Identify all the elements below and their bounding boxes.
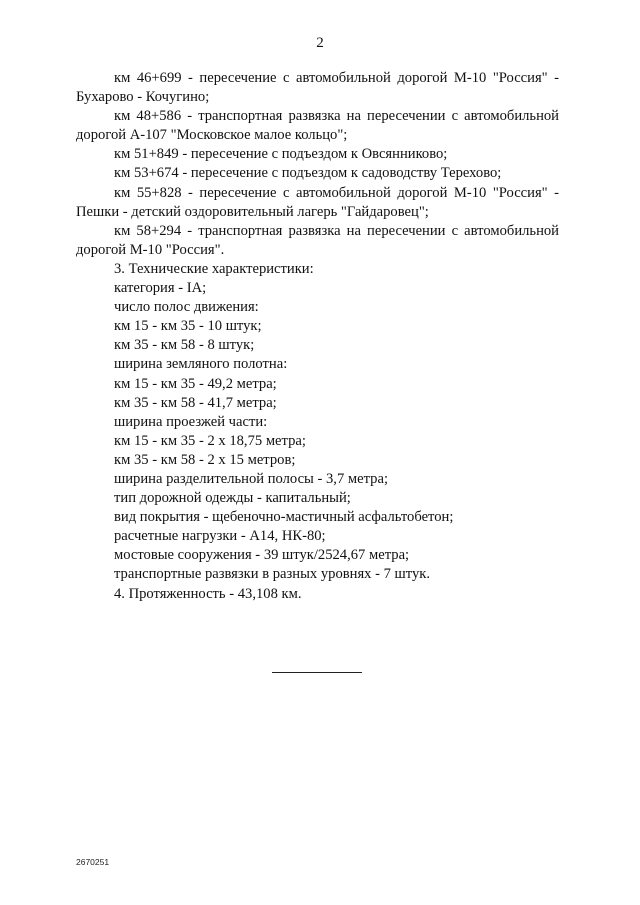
spec-carriageway-heading: ширина проезжей части: bbox=[114, 413, 268, 430]
paragraph-km-51: км 51+849 - пересечение с подъездом к Овсянниково; bbox=[114, 146, 448, 163]
document-code: 2670251 bbox=[76, 857, 110, 867]
document-body bbox=[76, 69, 559, 604]
spec-bridges: мостовые сооружения - 39 штук/2524,67 метра; bbox=[114, 547, 410, 564]
spec-lanes-15-35: км 15 - км 35 - 10 штук; bbox=[114, 318, 262, 335]
spec-median-width: ширина разделительной полосы - 3,7 метра; bbox=[114, 470, 389, 487]
paragraph-km-46: км 46+699 - пересечение с автомобильной дорогой М-10 "Россия" - Бухарово - Кочугино; bbox=[76, 70, 559, 106]
spec-surface-type: вид покрытия - щебеночно-мастичный асфальтобетон; bbox=[114, 509, 454, 526]
section-heading-technical: 3. Технические характеристики: bbox=[114, 260, 314, 277]
paragraph-km-48: км 48+586 - транспортная развязка на пересечении с автомобильной дорогой А-107 "Московское малое кольцо"; bbox=[76, 108, 559, 144]
end-divider-line bbox=[272, 672, 362, 673]
spec-lanes-35-58: км 35 - км 58 - 8 штук; bbox=[114, 337, 255, 354]
paragraph-km-53: км 53+674 - пересечение с подъездом к садоводству Терехово; bbox=[114, 165, 502, 182]
spec-design-loads: расчетные нагрузки - А14, НК-80; bbox=[114, 528, 326, 545]
section-length: 4. Протяженность - 43,108 км. bbox=[114, 585, 302, 602]
spec-lanes-heading: число полос движения: bbox=[114, 299, 259, 316]
paragraph-km-55: км 55+828 - пересечение с автомобильной дорогой М-10 "Россия" - Пешки - детский оздоровительный лагерь "Гайдаровец"; bbox=[76, 184, 559, 220]
spec-carriageway-15-35: км 15 - км 35 - 2 х 18,75 метра; bbox=[114, 432, 306, 449]
spec-category: категория - IА; bbox=[114, 280, 207, 297]
spec-roadbed-35-58: км 35 - км 58 - 41,7 метра; bbox=[114, 394, 277, 411]
spec-roadbed-15-35: км 15 - км 35 - 49,2 метра; bbox=[114, 375, 277, 392]
spec-pavement-type: тип дорожной одежды - капитальный; bbox=[114, 490, 351, 507]
spec-roadbed-heading: ширина земляного полотна: bbox=[114, 356, 288, 373]
spec-interchanges: транспортные развязки в разных уровнях - 7 штук. bbox=[114, 566, 431, 583]
paragraph-km-58: км 58+294 - транспортная развязка на пересечении с автомобильной дорогой М-10 "Россия". bbox=[76, 222, 559, 258]
page-number: 2 bbox=[316, 35, 324, 51]
spec-carriageway-35-58: км 35 - км 58 - 2 х 15 метров; bbox=[114, 451, 296, 468]
